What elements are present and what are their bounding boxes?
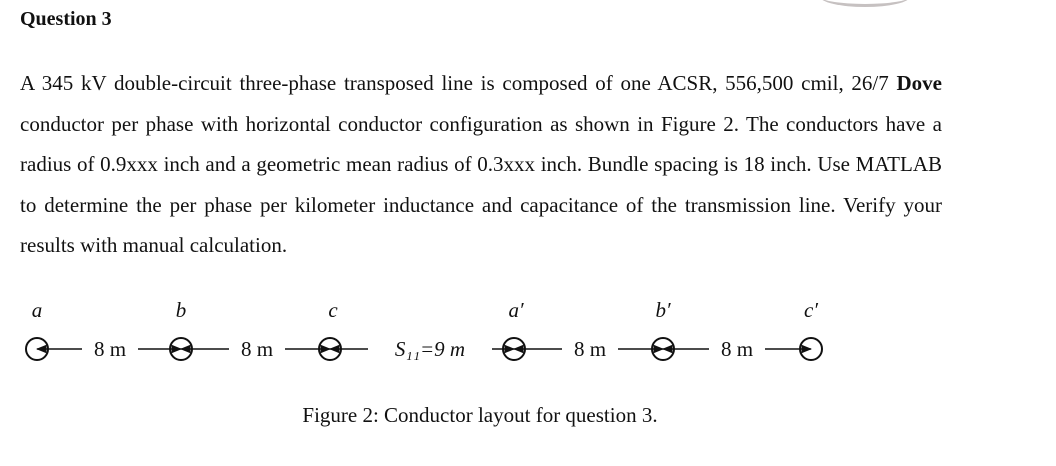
question-title: Question 3	[20, 8, 112, 30]
conductor-layout-figure	[0, 290, 1056, 400]
spacing-label: 8 m	[720, 337, 754, 361]
decorative-arc	[820, 0, 910, 7]
spacing-label: 8 m	[240, 337, 274, 361]
question-text-part-1: A 345 kV double-circuit three-phase transposed line is composed of one ACSR, 556,500 cmil, 26/7	[20, 71, 897, 95]
conductor-label: a	[31, 298, 43, 322]
question-text	[20, 63, 942, 266]
figure-caption: Figure 2: Conductor layout for question 3.	[302, 403, 658, 427]
spacing-label: 8 m	[573, 337, 607, 361]
spacing-label: 8 m	[93, 337, 127, 361]
conductor-layout-diagram	[0, 290, 1056, 400]
conductor-label: b	[175, 298, 187, 322]
conductor-label: a′	[508, 298, 524, 322]
conductor-label: c	[328, 298, 338, 322]
question-text-part-2: conductor per phase with horizontal conductor configuration as shown in Figure 2. The conductors have a radius of 0.9xxx inch and a geometric mean radius of 0.3xxx inch. Bundle spacing is 18 inch. Use MATLAB to determine the per phase per kilometer inductance and capacitance of the transmission line. Verify your results with manual calculation.	[20, 111, 942, 257]
spacing-label: S₁₁=9 m	[394, 337, 466, 361]
conductor-label: b′	[655, 298, 671, 322]
conductor-name-bold: Dove	[896, 71, 942, 95]
conductor-label: c′	[804, 298, 818, 322]
